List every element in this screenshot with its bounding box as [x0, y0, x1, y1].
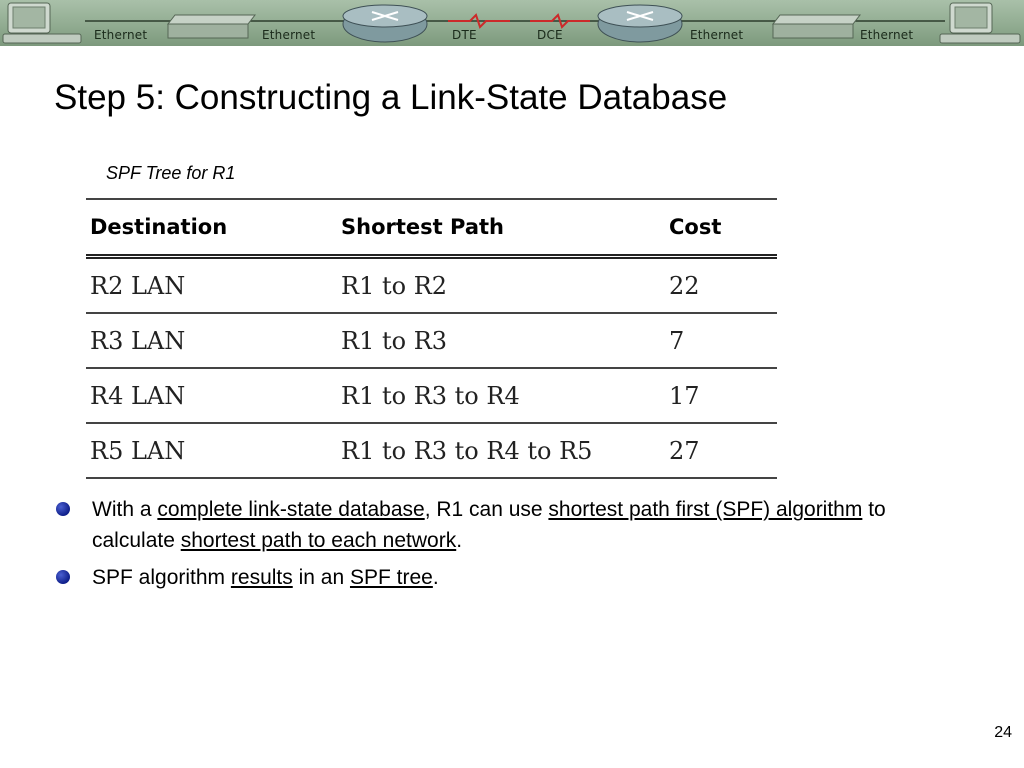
switch-icon — [773, 15, 860, 38]
destination-cell: R2 LAN — [86, 257, 337, 314]
cost-cell: 22 — [665, 257, 777, 314]
banner-label: Ethernet — [690, 28, 744, 42]
table-row — [86, 257, 777, 314]
table-row — [86, 368, 777, 423]
path-cell: R1 to R2 — [337, 257, 665, 314]
table-header-row — [86, 199, 777, 257]
bullet-text: . — [432, 566, 439, 589]
router-icon — [598, 5, 682, 42]
column-header-cost: Cost — [665, 199, 777, 257]
banner-label: Ethernet — [94, 28, 148, 42]
column-header-shortest-path: Shortest Path — [337, 199, 665, 257]
bullet-text: in an — [292, 566, 350, 589]
header-banner — [0, 0, 1024, 46]
table-row — [86, 313, 777, 368]
switch-icon — [168, 15, 255, 38]
banner-label: Ethernet — [262, 28, 316, 42]
bullet-dot-icon — [56, 570, 70, 584]
pc-icon — [940, 3, 1020, 43]
page-number: 24 — [994, 724, 1012, 741]
bullet-dot-icon — [56, 502, 70, 516]
cost-cell: 27 — [665, 423, 777, 478]
destination-cell: R4 LAN — [86, 368, 337, 423]
bullet-text: to calculate — [92, 498, 886, 552]
router-icon — [343, 5, 427, 42]
pc-icon — [3, 3, 81, 43]
bullet-item — [56, 562, 956, 593]
banner-label: Ethernet — [860, 28, 914, 42]
bullet-text: , R1 can use — [424, 498, 549, 521]
destination-cell: R3 LAN — [86, 313, 337, 368]
bullet-text: With a — [92, 498, 158, 521]
term-link: shortest path first (SPF) algorithm — [548, 498, 863, 521]
bullet-text: SPF algorithm — [92, 566, 231, 589]
bullet-item — [56, 494, 956, 556]
term-link: SPF tree — [349, 566, 433, 589]
cost-cell: 7 — [665, 313, 777, 368]
spf-tree-table — [86, 198, 777, 479]
path-cell: R1 to R3 to R4 — [337, 368, 665, 423]
bullet-list — [56, 494, 956, 599]
banner-label: DCE — [537, 28, 563, 42]
term-link: results — [230, 566, 293, 589]
path-cell: R1 to R3 — [337, 313, 665, 368]
column-header-destination: Destination — [86, 199, 337, 257]
destination-cell: R5 LAN — [86, 423, 337, 478]
slide-title: Step 5: Constructing a Link-State Database — [54, 78, 728, 117]
bullet-text: . — [456, 529, 463, 552]
term-link: shortest path to each network — [180, 529, 457, 552]
cost-cell: 17 — [665, 368, 777, 423]
path-cell: R1 to R3 to R4 to R5 — [337, 423, 665, 478]
table-row — [86, 423, 777, 478]
term-link: complete link-state database — [157, 498, 425, 521]
banner-label: DTE — [452, 28, 477, 42]
table-caption: SPF Tree for R1 — [106, 163, 236, 183]
